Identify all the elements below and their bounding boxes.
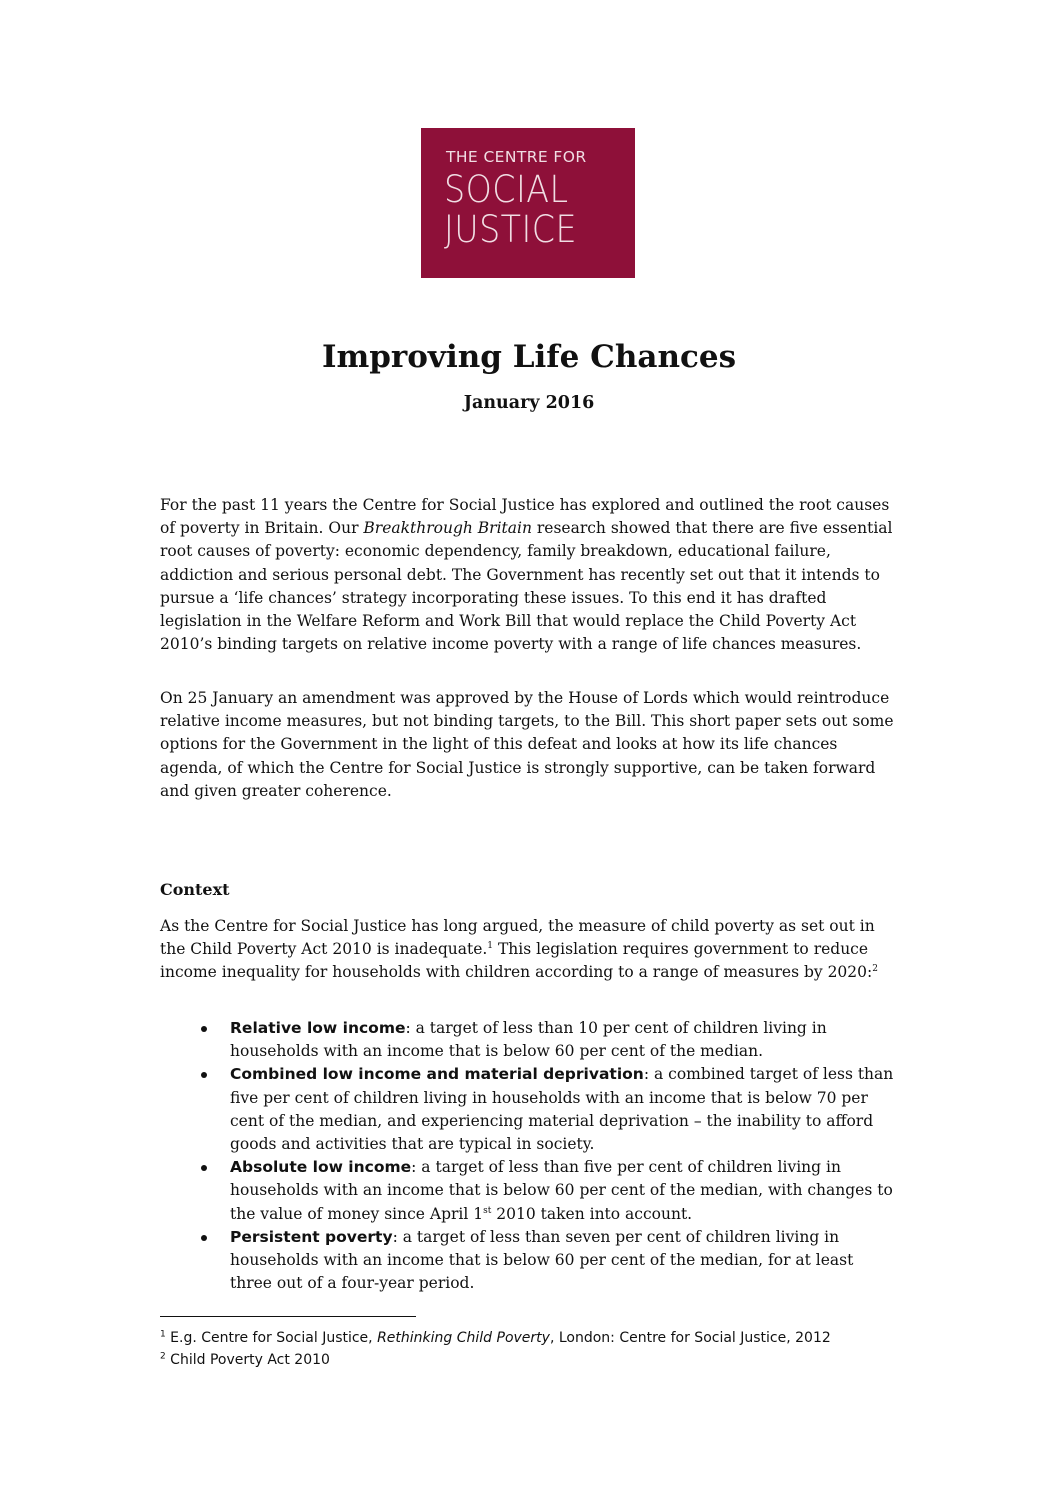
logo-line-justice: JUSTICE xyxy=(444,208,577,251)
bullet-term: Relative low income xyxy=(230,1019,406,1037)
context-text-a: As the Centre for Social Justice has long argued, the measure of child poverty as set out in the Child Poverty Act 2010 is inadequate. xyxy=(160,917,875,959)
intro-p1-text-b: research showed that there are five essential root causes of poverty: economic dependency, family breakdown, educational failure, addiction and serious personal debt. The Government has recently set out that it intends to pursue a ‘life chances’ strategy incorporating these issues. To this end it has drafted legislation in the Welfare Reform and Work Bill that would replace the Child Poverty Act 2010’s binding targets on relative income poverty with a range of life chances measures. xyxy=(160,519,893,654)
footnote-ref-2[interactable]: 2 xyxy=(872,964,878,975)
footnote-text-b: , London: Centre for Social Justice, 2012 xyxy=(549,1330,831,1346)
footnote-number: 2 xyxy=(160,1351,166,1362)
poverty-measures-list xyxy=(160,1017,898,1295)
bullet-icon xyxy=(201,1235,207,1241)
footnotes xyxy=(160,1327,920,1371)
footnote-1 xyxy=(160,1327,920,1349)
list-item xyxy=(160,1017,898,1063)
logo-line-the-centre-for: THE CENTRE FOR xyxy=(446,148,587,166)
document-title: Improving Life Chances xyxy=(321,339,737,375)
bullet-icon xyxy=(201,1026,207,1032)
bullet-text-a: : a target of less than five per cent of children living in households with an income that is below 60 per cent of the median, with changes to the value of money since April 1 xyxy=(230,1158,893,1223)
bullet-icon xyxy=(201,1072,207,1078)
bullet-text: : a target of less than 10 per cent of children living in households with an income that is below 60 per cent of the median. xyxy=(230,1019,827,1061)
bullet-text: : a combined target of less than five per cent of children living in households with an income that is below 70 per cent of the median, and experiencing material deprivation – the inability to afford goods and activities that are typical in society. xyxy=(230,1065,894,1154)
bullet-term: Persistent poverty xyxy=(230,1227,393,1246)
footnote-number: 1 xyxy=(160,1329,166,1340)
list-item xyxy=(160,1226,898,1296)
footnote-divider xyxy=(160,1316,416,1317)
footnote-2 xyxy=(160,1349,920,1371)
footnote-text-a: E.g. Centre for Social Justice, xyxy=(165,1330,378,1346)
breakthrough-britain-title: Breakthrough Britain xyxy=(363,519,532,538)
context-text-b: This legislation requires government to reduce income inequality for households with children according to a range of measures by 2020: xyxy=(160,940,873,982)
intro-p1-text-a: For the past 11 years the Centre for Social Justice has explored and outlined the root causes of poverty in Britain. Our xyxy=(160,496,890,538)
intro-paragraph-2: On 25 January an amendment was approved by the House of Lords which would reintroduce relative income measures, but not binding targets, to the Bill. This short paper sets out some options for the Government in the light of this defeat and looks at how its life chances agenda, of which the Centre for Social Justice is strongly supportive, can be taken forward and given greater coherence. xyxy=(160,689,894,800)
bullet-icon xyxy=(201,1165,207,1171)
list-item xyxy=(160,1063,898,1156)
csj-logo xyxy=(421,128,635,278)
intro-paragraph-1 xyxy=(160,494,898,656)
list-item xyxy=(160,1156,898,1226)
bullet-text-b: 2010 taken into account. xyxy=(491,1204,693,1223)
footnote-text: Child Poverty Act 2010 xyxy=(165,1352,330,1368)
bullet-text: : a target of less than seven per cent of children living in households with an income that is below 60 per cent of the median, for at least three out of a four-year period. xyxy=(230,1227,854,1293)
bullet-term: Combined low income and material deprivation xyxy=(230,1065,644,1084)
bullet-term: Absolute low income xyxy=(230,1158,412,1177)
context-heading: Context xyxy=(160,880,230,899)
ordinal-superscript: st xyxy=(483,1205,492,1216)
context-paragraph xyxy=(160,915,898,985)
rethinking-child-poverty-title: Rethinking Child Poverty xyxy=(377,1330,550,1346)
document-date: January 2016 xyxy=(463,393,595,413)
logo-line-social: SOCIAL xyxy=(444,168,569,211)
footnote-ref-1[interactable]: 1 xyxy=(487,941,494,952)
